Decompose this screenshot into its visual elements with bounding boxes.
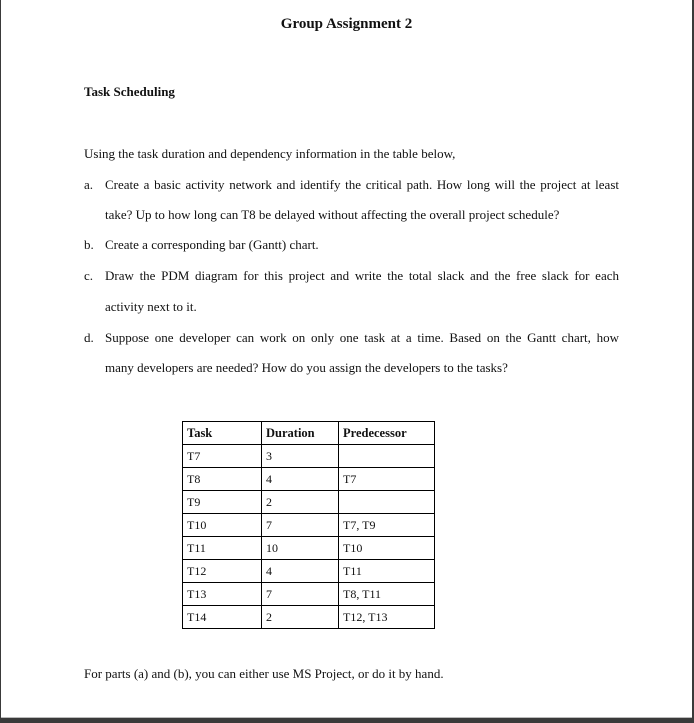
question-label: b. xyxy=(84,237,94,252)
duration-cell: 7 xyxy=(262,583,339,606)
table-row xyxy=(183,468,435,491)
table-header-row xyxy=(183,422,435,445)
duration-cell: 3 xyxy=(262,445,339,468)
predecessor-cell: T12, T13 xyxy=(339,606,435,629)
section-heading: Task Scheduling xyxy=(84,84,175,99)
question-line: Create a corresponding bar (Gantt) chart. xyxy=(105,237,319,252)
predecessor-cell xyxy=(339,491,435,514)
duration-cell: 4 xyxy=(262,468,339,491)
duration-cell: 7 xyxy=(262,514,339,537)
question-label: a. xyxy=(84,177,94,192)
document-title: Group Assignment 2 xyxy=(280,16,413,32)
predecessor-cell: T7 xyxy=(339,468,435,491)
table-row xyxy=(183,445,435,468)
table-row xyxy=(183,606,435,629)
duration-cell: 4 xyxy=(262,560,339,583)
task-cell: T14 xyxy=(183,606,262,629)
question-line: many developers are needed? How do you assign the developers to the tasks? xyxy=(105,360,508,375)
task-table xyxy=(182,421,435,629)
task-cell: T10 xyxy=(183,514,262,537)
question-label: d. xyxy=(84,330,94,345)
question-line: Create a basic activity network and identify the critical path. How long will the project at least xyxy=(105,177,619,192)
task-cell: T12 xyxy=(183,560,262,583)
duration-cell: 10 xyxy=(262,537,339,560)
column-header-predecessor: Predecessor xyxy=(339,422,435,445)
question-line: Draw the PDM diagram for this project and write the total slack and the free slack for each xyxy=(105,268,619,283)
task-cell: T7 xyxy=(183,445,262,468)
table-row xyxy=(183,514,435,537)
question-line: take? Up to how long can T8 be delayed without affecting the overall project schedule? xyxy=(105,207,560,222)
predecessor-cell: T7, T9 xyxy=(339,514,435,537)
table-row xyxy=(183,583,435,606)
predecessor-cell xyxy=(339,445,435,468)
predecessor-cell: T10 xyxy=(339,537,435,560)
column-header-task: Task xyxy=(183,422,262,445)
column-header-duration: Duration xyxy=(262,422,339,445)
document-page xyxy=(1,0,692,718)
task-cell: T11 xyxy=(183,537,262,560)
table-row xyxy=(183,560,435,583)
duration-cell: 2 xyxy=(262,606,339,629)
question-line: activity next to it. xyxy=(105,299,197,314)
table-row xyxy=(183,491,435,514)
table-row xyxy=(183,537,435,560)
question-line: Suppose one developer can work on only one task at a time. Based on the Gantt chart, how xyxy=(105,330,619,345)
predecessor-cell: T11 xyxy=(339,560,435,583)
task-cell: T8 xyxy=(183,468,262,491)
predecessor-cell: T8, T11 xyxy=(339,583,435,606)
footer-note: For parts (a) and (b), you can either use MS Project, or do it by hand. xyxy=(84,666,444,681)
question-label: c. xyxy=(84,268,94,283)
intro-paragraph: Using the task duration and dependency information in the table below, xyxy=(84,146,456,161)
duration-cell: 2 xyxy=(262,491,339,514)
task-cell: T9 xyxy=(183,491,262,514)
task-cell: T13 xyxy=(183,583,262,606)
